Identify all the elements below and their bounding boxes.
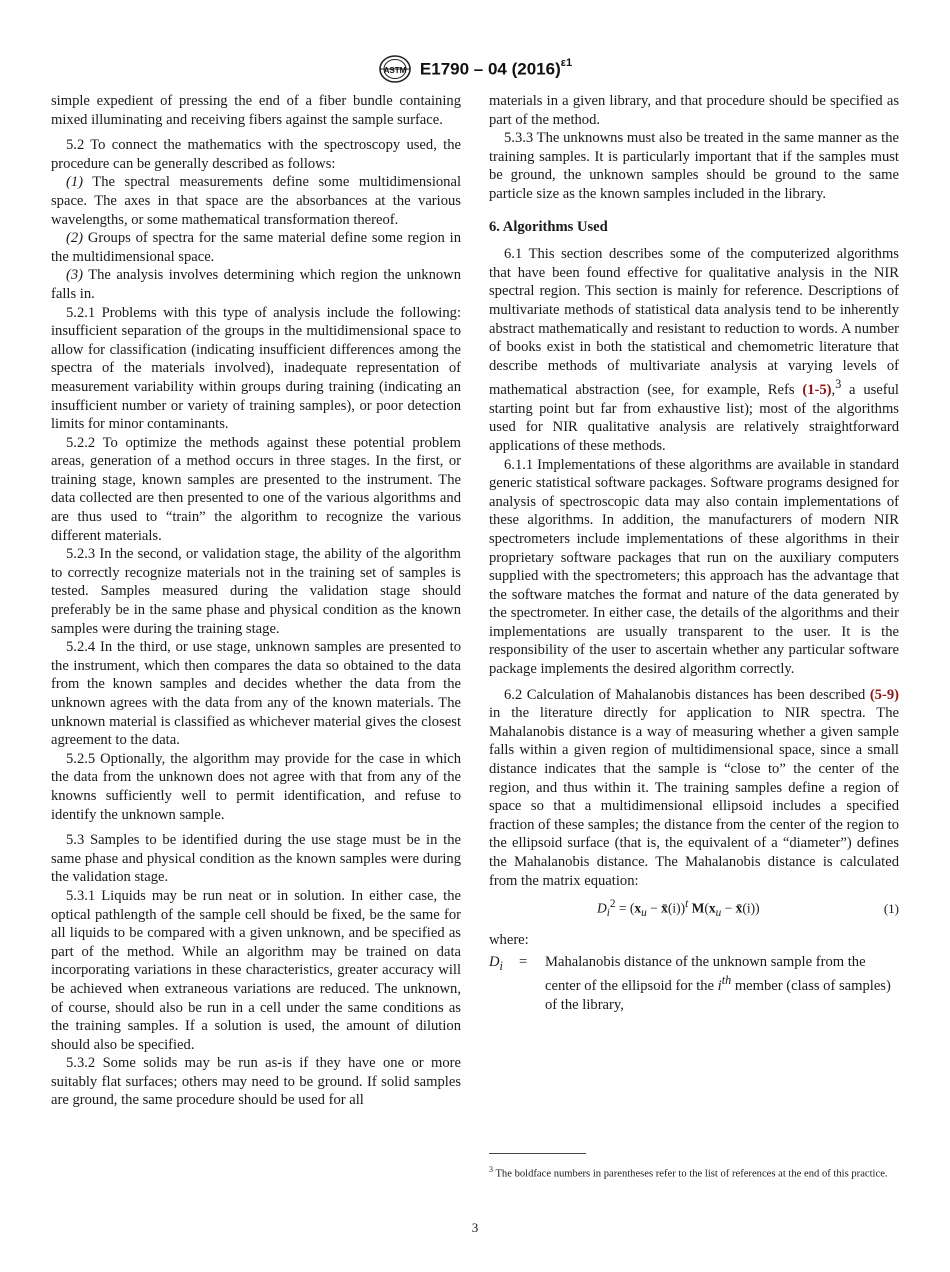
right-column	[489, 92, 899, 1014]
svg-text:ASTM: ASTM	[383, 66, 407, 75]
paragraph-5-2-3: 5.2.3 In the second, or validation stage, the ability of the algorithm to correctly recognize materials not in the training set of samples is tested. Samples measured during the validation stage should preferably be in the same phase and physical condition as the known samples were during the training stage.	[51, 546, 461, 637]
paragraph-5-3-3: 5.3.3 The unknowns must also be treated in the same manner as the training samples. It is particularly important that if the samples must be ground, the unknown samples should be ground to the same particle size as the known samples included in the library.	[489, 130, 899, 202]
definition-di	[489, 953, 899, 1015]
astm-logo-icon	[378, 54, 412, 84]
footnote-marker: 3	[835, 377, 842, 392]
paragraph-6-2: 6.2 Calculation of Mahalanobis distances has been described (5-9) in the literature directly for application to NIR spectra. The Mahalanobis distance is a way of measuring whether a given sample falls within a given region of multidimensional space, since a small distance indicates that the sample is “close to” the center of the region, and thus within it. The training samples define a region of space so that a multidimensional ellipsoid includes a specified fraction of these samples; the distance from the center of the region to the ellipsoid surface (that is, the equivalent of a “diameter”) defines the Mahalanobis distance. The Mahalanobis distance is calculated from the matrix equation:	[489, 686, 899, 889]
footnote: $^3$ The boldface numbers in parentheses refer to the list of references at the end of this practice.	[489, 1165, 888, 1180]
section-heading-6: 6. Algorithms Used	[489, 218, 608, 235]
definition-text: Mahalanobis distance of the unknown sample from the center of the ellipsoid for the $i^{th}$ member (class of samples) of the library,	[545, 953, 891, 1013]
paragraph-intro: simple expedient of pressing the end of a fiber bundle containing mixed illuminating and receiving fibers against the sample surface.	[51, 93, 461, 128]
paragraph-5-2-2: 5.2.2 To optimize the methods against these potential problem areas, generation of a method occurs in three stages. In the first, or training stage, known samples are presented to the instrument. The data collected are then presented to one of the various algorithms and are thus used to “train” the algorithm to recognize the various different materials.	[51, 434, 461, 544]
reference-link-5-9[interactable]: (5-9)	[869, 686, 899, 703]
equation-1	[489, 895, 899, 923]
left-column	[51, 92, 461, 1110]
epsilon-superscript: ε1	[560, 56, 573, 69]
paragraph-5-3: 5.3 Samples to be identified during the use stage must be in the same phase and physical condition as the known samples were during the validation stage.	[51, 832, 461, 886]
paragraph-5-3-2: 5.3.2 Some solids may be run as-is if they have one or more suitably flat surfaces; others may need to be ground. If solid samples are ground, the same procedure should be used for all	[51, 1055, 461, 1109]
definition-symbol: $D_i$	[489, 953, 503, 973]
paragraph-5-3-1: 5.3.1 Liquids may be run neat or in solution. In either case, the optical pathlength of the sample cell should be fixed, be the same for all liquids to be compared with a given unknown, and be specified as part of the method. While an algorithm may be trained on data incorporating variations in these characteristics, greater accuracy will be achieved when extraneous variations are reduced. The unknown, of course, should also be run in a cell under the same conditions as the training samples. If a solution is used, the amount of dilution should also be specified.	[51, 887, 461, 1053]
paragraph-5-2: 5.2 To connect the mathematics with the spectroscopy used, the procedure can be generally described as follows:	[51, 137, 461, 172]
paragraph-5-2-4: 5.2.4 In the third, or use stage, unknown samples are presented to the instrument, which then compares the data so obtained to the data from the known samples and decides whether the data from the unknown agrees with the data from any of the known materials. The unknown material is classified as whichever material gives the closest agreement to the data.	[51, 639, 461, 749]
list-item-1: (1) The spectral measurements define some multidimensional space. The axes in that space are the absorbances at the various wavelengths, or some mathematical transformation thereof.	[51, 174, 461, 228]
equation-number: (1)	[883, 900, 899, 916]
page-header	[0, 52, 950, 86]
paragraph-5-2-1: 5.2.1 Problems with this type of analysis include the following: insufficient separation of the groups in the multidimensional space to allow for classification (indicating insufficient differences among the spectra of the materials involved), inadequate representation of measurement variability within groups during training (indicating an insufficient number or variety of training samples), or poor detection limits for minor contaminants.	[51, 304, 461, 433]
page-number: 3	[471, 1220, 479, 1235]
list-item-2: (2) Groups of spectra for the same material define some region in the multidimensional space.	[51, 230, 461, 265]
footnote-divider	[489, 1153, 586, 1154]
paragraph-continued: materials in a given library, and that procedure should be specified as part of the method.	[489, 93, 899, 128]
paragraph-5-2-5: 5.2.5 Optionally, the algorithm may provide for the case in which the data from the unknown does not agree with that from any of the knowns sufficiently well to permit identification, and refuse to identify the unknown sample.	[51, 750, 461, 823]
list-item-3: (3) The analysis involves determining which region the unknown falls in.	[51, 267, 461, 302]
document-designation: E1790 – 04 $(2016)^{\varepsilon 1}$	[419, 56, 573, 79]
definition-equals: =	[519, 953, 528, 970]
equation-body: $D_i^2 = (x_u$ − x̄(i))$^t$ $M(x_u$ − x̄(i))	[597, 898, 760, 920]
paragraph-6-1-1: 6.1.1 Implementations of these algorithms are available in standard generic statistical software packages. Software programs designed for analysis of spectroscopic data may also contain implementations of these algorithms. In addition, the manufacturers of modern NIR spectrometers include implementations of these algorithms in their proprietary software packages that run on the auxiliary computers supplied with the spectrometers; this approach has the advantage that the software matches the format and nature of the data generated by the spectrometer. In either case, the details of the algorithms and their implementations are usually transparent to the user. It is the responsibility of the user to ascertain whether any particular software package implements the desired algorithm correctly.	[489, 456, 899, 678]
reference-link-1-5[interactable]: (1-5)	[802, 382, 832, 399]
paragraph-6-1: 6.1 This section describes some of the computerized algorithms that have been found effective for qualitative analysis in the NIR spectral region. This section is mainly for reference. Descriptions of multivariate methods of statistical data analysis tend to be inherently abstract mathematically and resistant to reduction to words. A number of books exist in both the statistical and chemometric literature that describe methods of multivariate analysis at varying levels of mathematical abstraction (see, for example, Refs (1-5),$^3$ a useful starting point but far from exhaustive list); most of the algorithms used for NIR qualitative analysis are relatively straightforward applications of these methods.	[489, 246, 899, 454]
where-label: where:	[489, 931, 529, 948]
